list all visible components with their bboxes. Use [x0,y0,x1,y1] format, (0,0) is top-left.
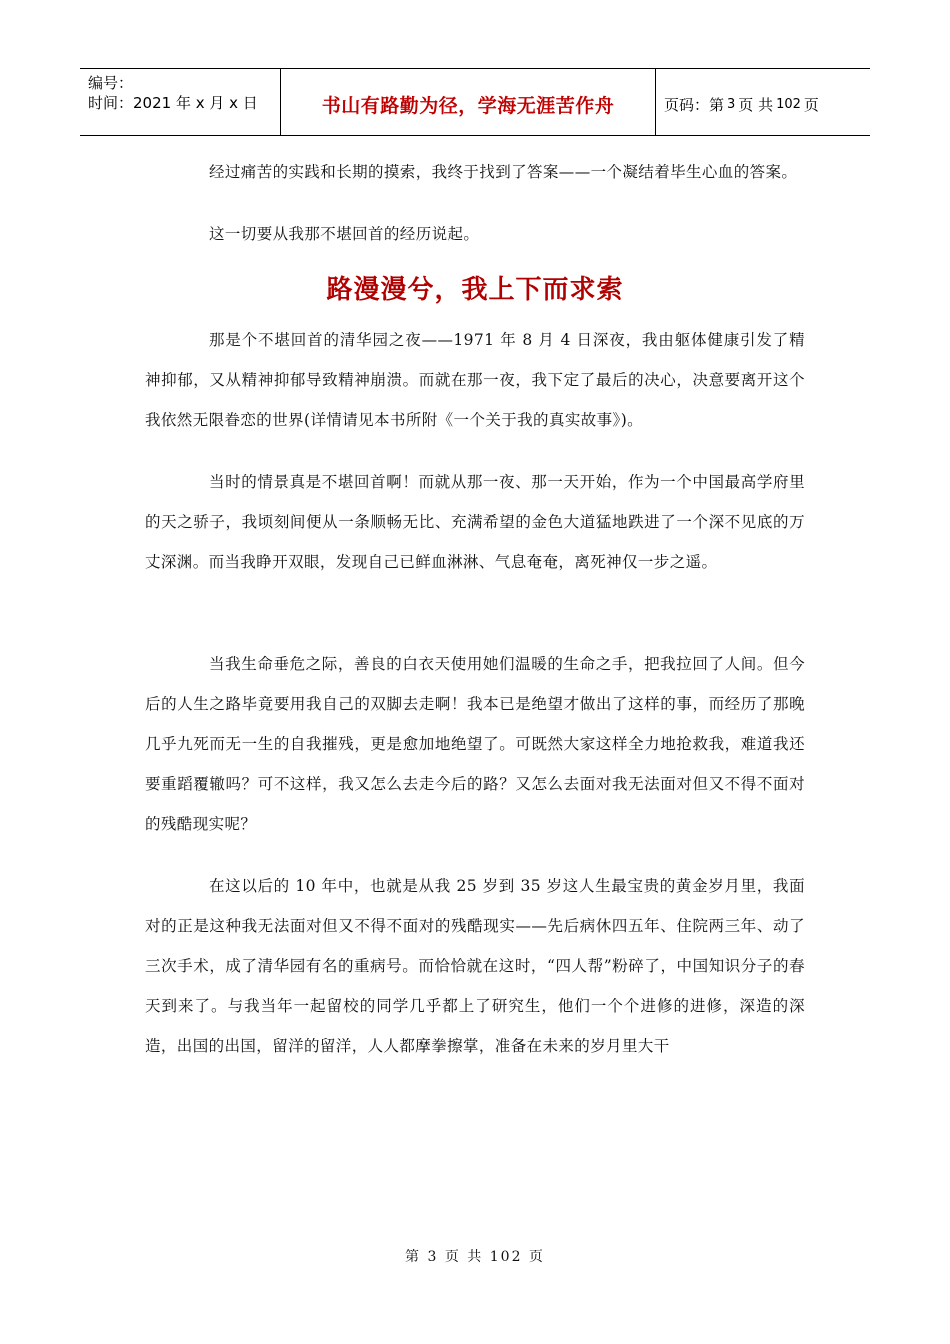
page-footer: 第 3 页 共 102 页 [405,1249,545,1265]
page-header [80,68,870,136]
section-title: 路漫漫兮，我上下而求索 [326,275,624,305]
spacer [145,192,805,214]
document-number-label: 编号： [88,74,134,92]
spacer [145,440,805,462]
page-current: 3 [727,96,736,112]
header-meta-cell [80,69,281,135]
paragraph-6: 在这以后的 10 年中，也就是从我 25 岁到 35 岁这人生最宝贵的黄金岁月里，我面对的正是这种我无法面对但又不得不面对的残酷现实——先后病休四五年、住院两三年、动了三次手术，成了清华园有名的重病号。而恰恰就在这时，“四人帮”粉碎了，中国知识分子的春天到来了。与我当年一起留校的同学几乎都上了研究生，他们一个个进修的进修，深造的深造，出国的出国，留洋的留洋，人人都摩拳擦掌，准备在未来的岁月里大干 [145,877,805,1055]
page-end-label: 页 [803,95,819,114]
page-total: 102 [776,96,801,112]
document-body [145,152,805,1066]
page-mid-label: 页 共 [738,95,774,114]
spacer [145,582,805,644]
header-motto: 书山有路勤为径，学海无涯苦作舟 [321,94,615,117]
paragraph-2: 这一切要从我那不堪回首的经历说起。 [209,225,480,243]
header-page-cell [656,69,870,135]
document-date: 时间：2021 年 x 月 x 日 [88,94,258,112]
spacer [145,844,805,866]
paragraph-1: 经过痛苦的实践和长期的摸索，我终于找到了答案——一个凝结着毕生心血的答案。 [209,163,798,181]
paragraph-3: 那是个不堪回首的清华园之夜——1971 年 8 月 4 日深夜，我由躯体健康引发了精神抑郁，又从精神抑郁导致精神崩溃。而就在那一夜，我下定了最后的决心，决意要离开这个我依然无限眷恋的世界(详情请见本书所附《一个关于我的真实故事》)。 [145,331,805,429]
paragraph-5: 当我生命垂危之际，善良的白衣天使用她们温暖的生命之手，把我拉回了人间。但今后的人生之路毕竟要用我自己的双脚去走啊！我本已是绝望才做出了这样的事，而经历了那晚几乎九死而无一生的自我摧残，更是愈加地绝望了。可既然大家这样全力地抢救我，难道我还要重蹈覆辙吗？可不这样，我又怎么去走今后的路？又怎么去面对我无法面对但又不得不面对的残酷现实呢？ [145,655,805,833]
header-motto-cell [281,69,656,135]
paragraph-4: 当时的情景真是不堪回首啊！而就从那一夜、那一天开始，作为一个中国最高学府里的天之骄子，我顷刻间便从一条顺畅无比、充满希望的金色大道猛地跌进了一个深不见底的万丈深渊。而当我睁开双眼，发现自己已鲜血淋淋、气息奄奄，离死神仅一步之遥。 [145,473,805,571]
page-label: 页码：第 [664,95,725,114]
